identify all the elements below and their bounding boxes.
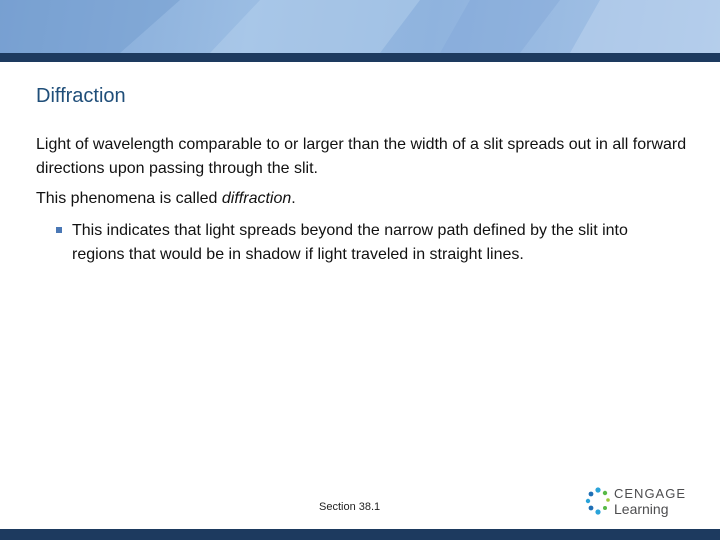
paragraph-2-suffix: . [291,190,296,207]
slide-title: Diffraction [36,85,126,107]
diffraction-term: diffraction [221,190,292,207]
banner-decoration [0,0,720,53]
cengage-dots-icon [584,486,612,516]
paragraph-2-prefix: This phenomena is called [36,190,222,207]
body-paragraph-2 [36,187,696,211]
square-bullet-icon [56,227,62,233]
header-rule [0,53,720,62]
body-paragraph-1: Light of wavelength comparable to or larger than the width of a slit spreads out in all forward directions upon passing through the slit. [36,136,687,177]
bullet-text: This indicates that light spreads beyond the narrow path defined by the slit into regions that would be in shadow if light traveled in straight lines. [72,222,628,263]
cengage-logo [584,484,694,520]
bullet-item [56,219,676,267]
logo-text-top: CENGAGE [614,486,687,501]
section-label: Section 38.1 [319,501,381,513]
logo-text-bottom: Learning [614,501,669,517]
header-banner [0,0,720,53]
footer-rule [0,529,720,540]
